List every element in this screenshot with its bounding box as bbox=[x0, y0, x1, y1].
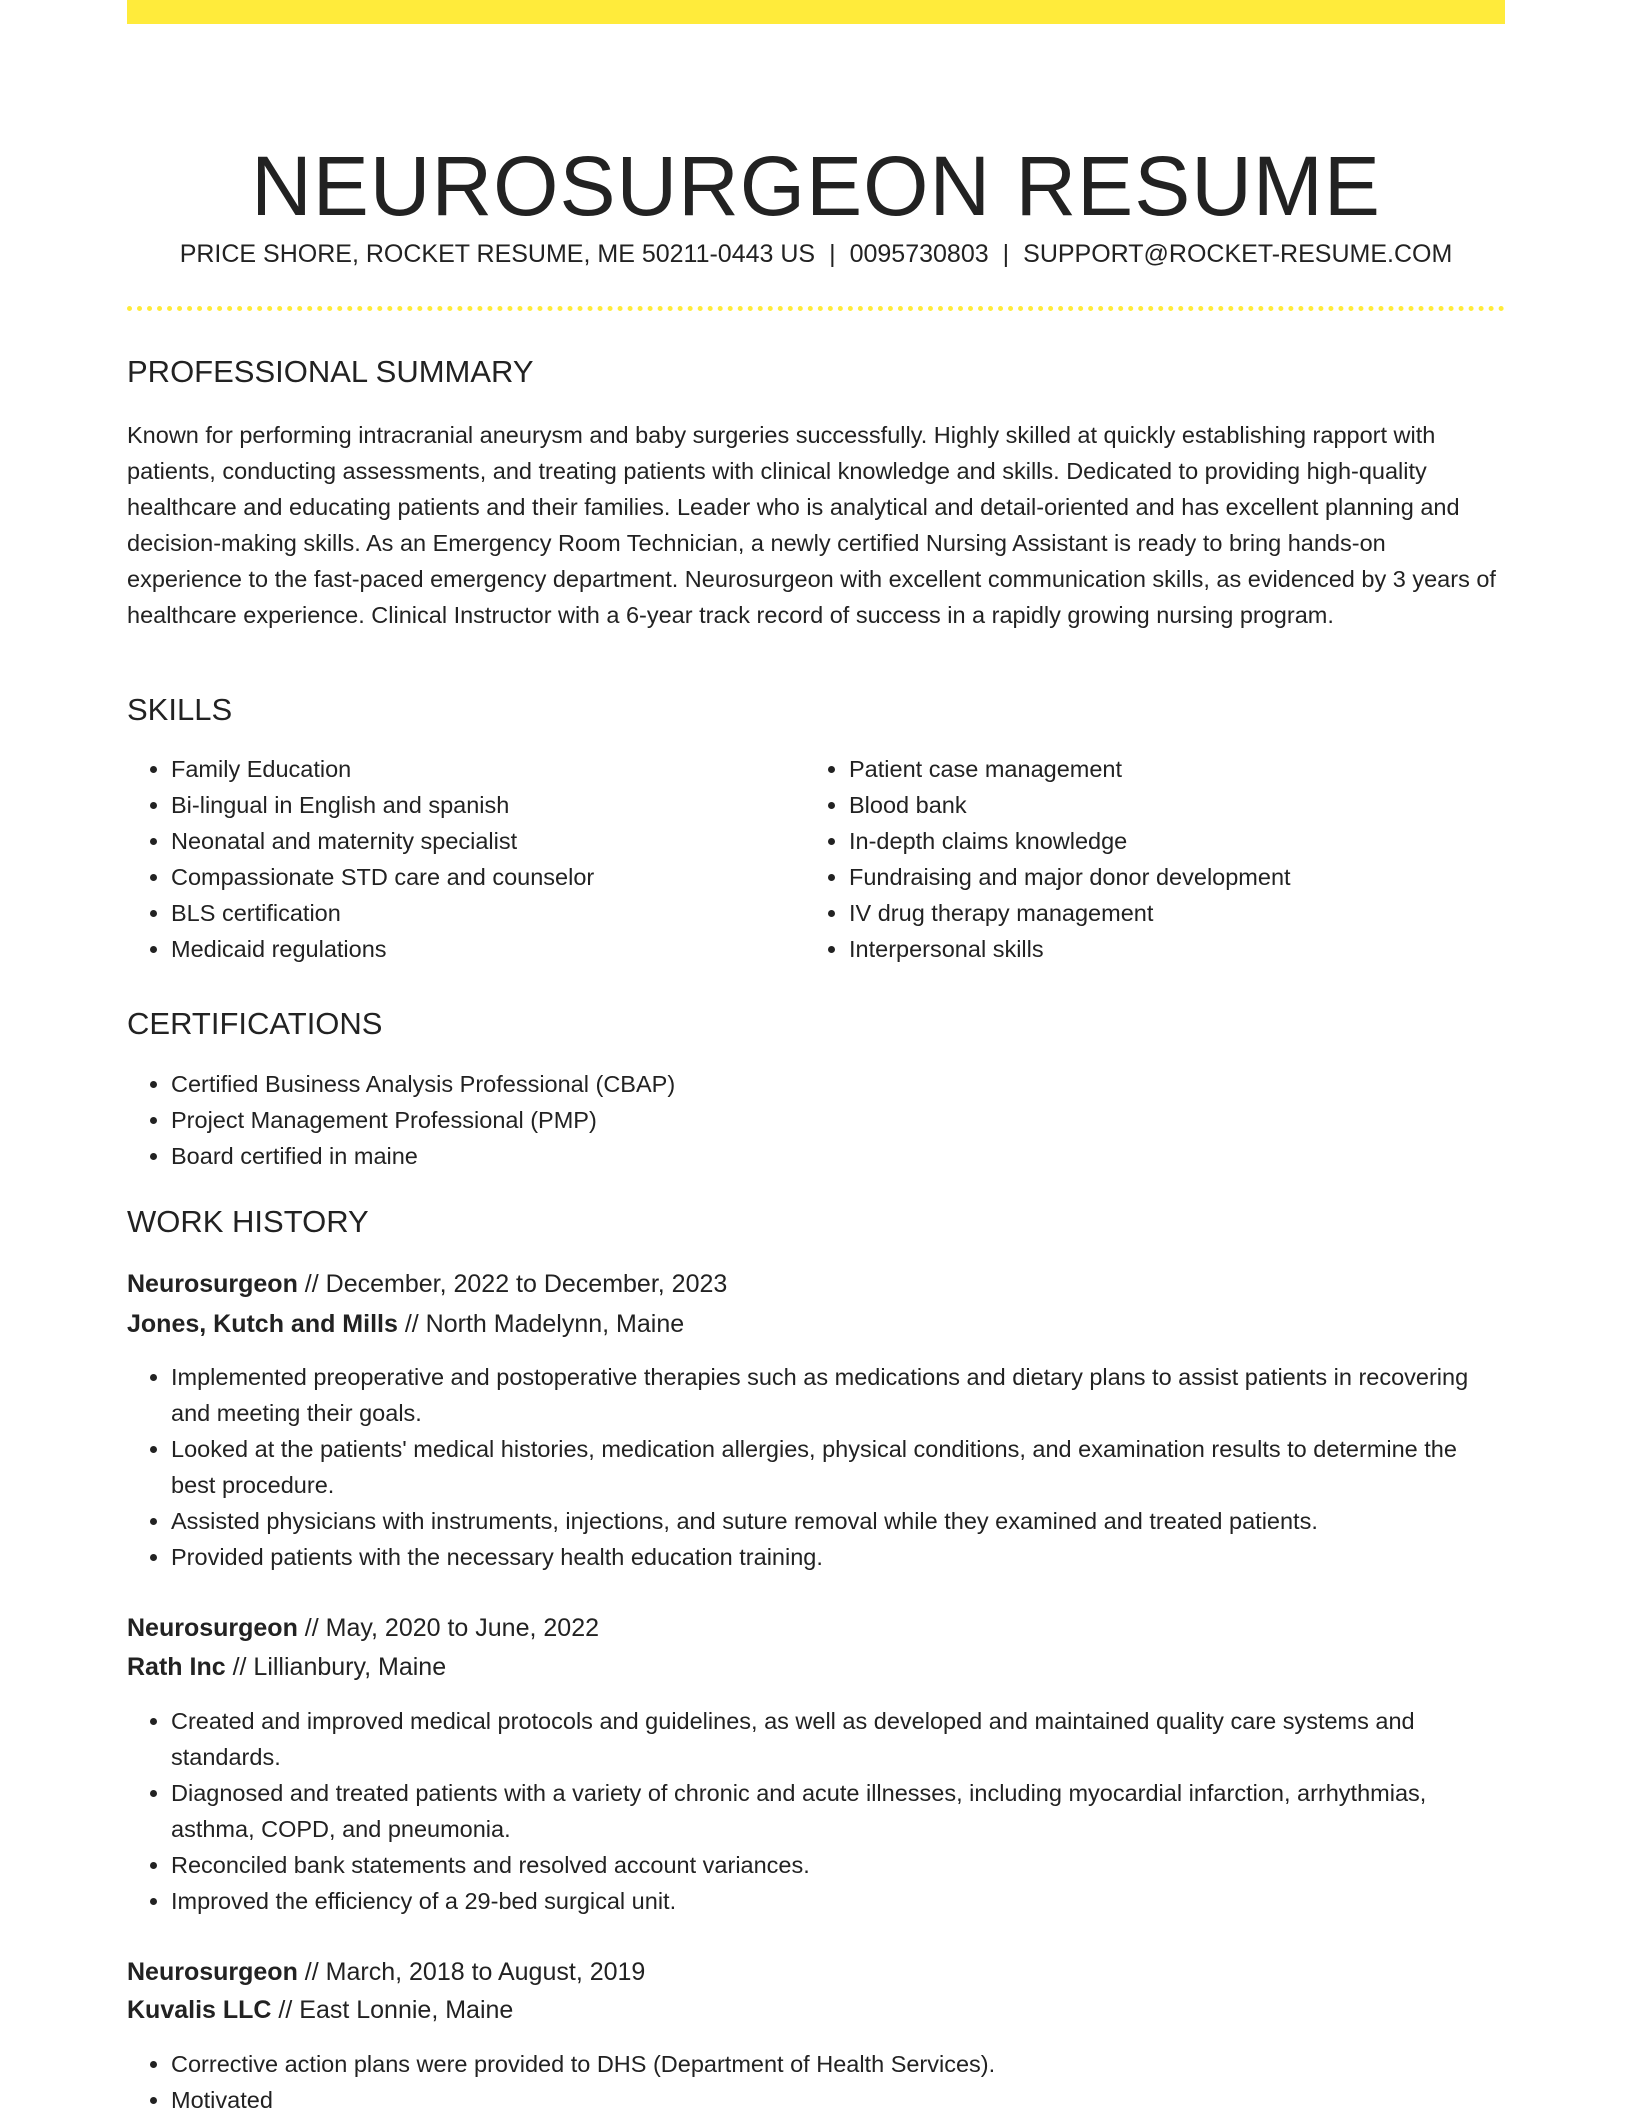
skill-item: • Fundraising and major donor development bbox=[849, 859, 1509, 895]
summary-heading: PROFESSIONAL SUMMARY bbox=[127, 354, 534, 389]
job-separator: // bbox=[297, 1270, 326, 1298]
job-title: Neurosurgeon bbox=[127, 1958, 298, 1986]
skills-heading: SKILLS bbox=[127, 692, 233, 727]
skill-item: • In-depth claims knowledge bbox=[849, 823, 1509, 859]
contact-separator: | bbox=[1002, 240, 1010, 268]
job-location: East Lonnie, Maine bbox=[299, 1996, 514, 2024]
skills-list-left bbox=[127, 751, 791, 967]
job-bullet: • Motivated bbox=[171, 2082, 1505, 2118]
job-bullets bbox=[127, 1703, 1505, 1919]
job-company-line bbox=[127, 1305, 684, 1343]
job-company: Rath Inc bbox=[127, 1653, 226, 1681]
job-title: Neurosurgeon bbox=[127, 1270, 298, 1298]
job-bullets bbox=[127, 2046, 1505, 2118]
skill-item: • Neonatal and maternity specialist bbox=[171, 823, 791, 859]
job-separator: // bbox=[297, 1958, 326, 1986]
skill-item: • IV drug therapy management bbox=[849, 895, 1509, 931]
job-bullet: • Looked at the patients' medical histories, medication allergies, physical conditions, and examination results to determine the best procedure. bbox=[171, 1431, 1505, 1503]
work-heading: WORK HISTORY bbox=[127, 1204, 369, 1239]
job-bullet: • Diagnosed and treated patients with a variety of chronic and acute illnesses, including myocardial infarction, arrhythmias, asthma, COPD, and pneumonia. bbox=[171, 1775, 1505, 1847]
contact-separator: | bbox=[829, 240, 836, 268]
job-bullet: • Implemented preoperative and postoperative therapies such as medications and dietary plans to assist patients in recovering and meeting their goals. bbox=[171, 1359, 1505, 1431]
job-dates: December, 2022 to December, 2023 bbox=[325, 1270, 728, 1298]
summary-text: Known for performing intracranial aneurysm and baby surgeries successfully. Highly skilled at quickly establishing rapport with patients, conducting assessments, and treating patients with clinical knowledge and skills. Dedicated to providing high-quality healthcare and educating patients and their families. Leader who is analytical and detail-oriented and has excellent planning and decision-making skills. As an Emergency Room Technician, a newly certified Nursing Assistant is ready to bring hands-on experience to the fast-paced emergency department. Neurosurgeon with excellent communication skills, as evidenced by 3 years of healthcare experience. Clinical Instructor with a 6-year track record of success in a rapidly growing nursing program. bbox=[127, 422, 1496, 628]
certification-item: • Project Management Professional (PMP) bbox=[171, 1102, 1471, 1138]
job-location: Lillianbury, Maine bbox=[253, 1653, 447, 1681]
certifications-list bbox=[127, 1066, 1471, 1174]
job-title-line bbox=[127, 1953, 645, 1991]
header-divider bbox=[127, 306, 1505, 311]
job-separator: // bbox=[397, 1310, 426, 1338]
skill-item: • Compassionate STD care and counselor bbox=[171, 859, 791, 895]
job-bullet: • Reconciled bank statements and resolved account variances. bbox=[171, 1847, 1505, 1883]
job-title-line bbox=[127, 1609, 599, 1647]
resume-title: NEUROSURGEON RESUME bbox=[251, 139, 1381, 234]
job-dates: March, 2018 to August, 2019 bbox=[325, 1958, 646, 1986]
job-dates: May, 2020 to June, 2022 bbox=[325, 1614, 599, 1642]
top-accent-bar bbox=[127, 0, 1505, 24]
job-bullet: • Created and improved medical protocols and guidelines, as well as developed and maintained quality care systems and standards. bbox=[171, 1703, 1505, 1775]
skill-item: • Blood bank bbox=[849, 787, 1509, 823]
certification-item: • Certified Business Analysis Professional (CBAP) bbox=[171, 1066, 1471, 1102]
contact-address: PRICE SHORE, ROCKET RESUME, ME 50211-0443 US bbox=[179, 240, 816, 268]
job-title: Neurosurgeon bbox=[127, 1614, 298, 1642]
job-bullet: • Corrective action plans were provided to DHS (Department of Health Services). bbox=[171, 2046, 1505, 2082]
job-bullet: • Provided patients with the necessary health education training. bbox=[171, 1539, 1505, 1575]
contact-email: SUPPORT@ROCKET-RESUME.COM bbox=[1023, 240, 1453, 268]
job-bullets bbox=[127, 1359, 1505, 1575]
job-separator: // bbox=[297, 1614, 326, 1642]
job-company-line bbox=[127, 1991, 513, 2029]
skill-item: • Interpersonal skills bbox=[849, 931, 1509, 967]
skill-item: • Patient case management bbox=[849, 751, 1509, 787]
skill-item: • Bi-lingual in English and spanish bbox=[171, 787, 791, 823]
certification-item: • Board certified in maine bbox=[171, 1138, 1471, 1174]
skills-list-right bbox=[805, 751, 1509, 967]
job-company: Jones, Kutch and Mills bbox=[127, 1310, 398, 1338]
skill-item: • BLS certification bbox=[171, 895, 791, 931]
skill-item: • Family Education bbox=[171, 751, 791, 787]
job-company: Kuvalis LLC bbox=[127, 1996, 272, 2024]
job-bullet: • Improved the efficiency of a 29-bed surgical unit. bbox=[171, 1883, 1505, 1919]
certifications-heading: CERTIFICATIONS bbox=[127, 1006, 383, 1041]
contact-line bbox=[127, 236, 1505, 272]
job-bullet: • Assisted physicians with instruments, injections, and suture removal while they examined and treated patients. bbox=[171, 1503, 1505, 1539]
job-separator: // bbox=[225, 1653, 254, 1681]
job-location: North Madelynn, Maine bbox=[425, 1310, 685, 1338]
contact-phone: 0095730803 bbox=[849, 240, 989, 268]
job-separator: // bbox=[271, 1996, 300, 2024]
skill-item: • Medicaid regulations bbox=[171, 931, 791, 967]
job-title-line bbox=[127, 1265, 727, 1303]
job-company-line bbox=[127, 1648, 446, 1686]
